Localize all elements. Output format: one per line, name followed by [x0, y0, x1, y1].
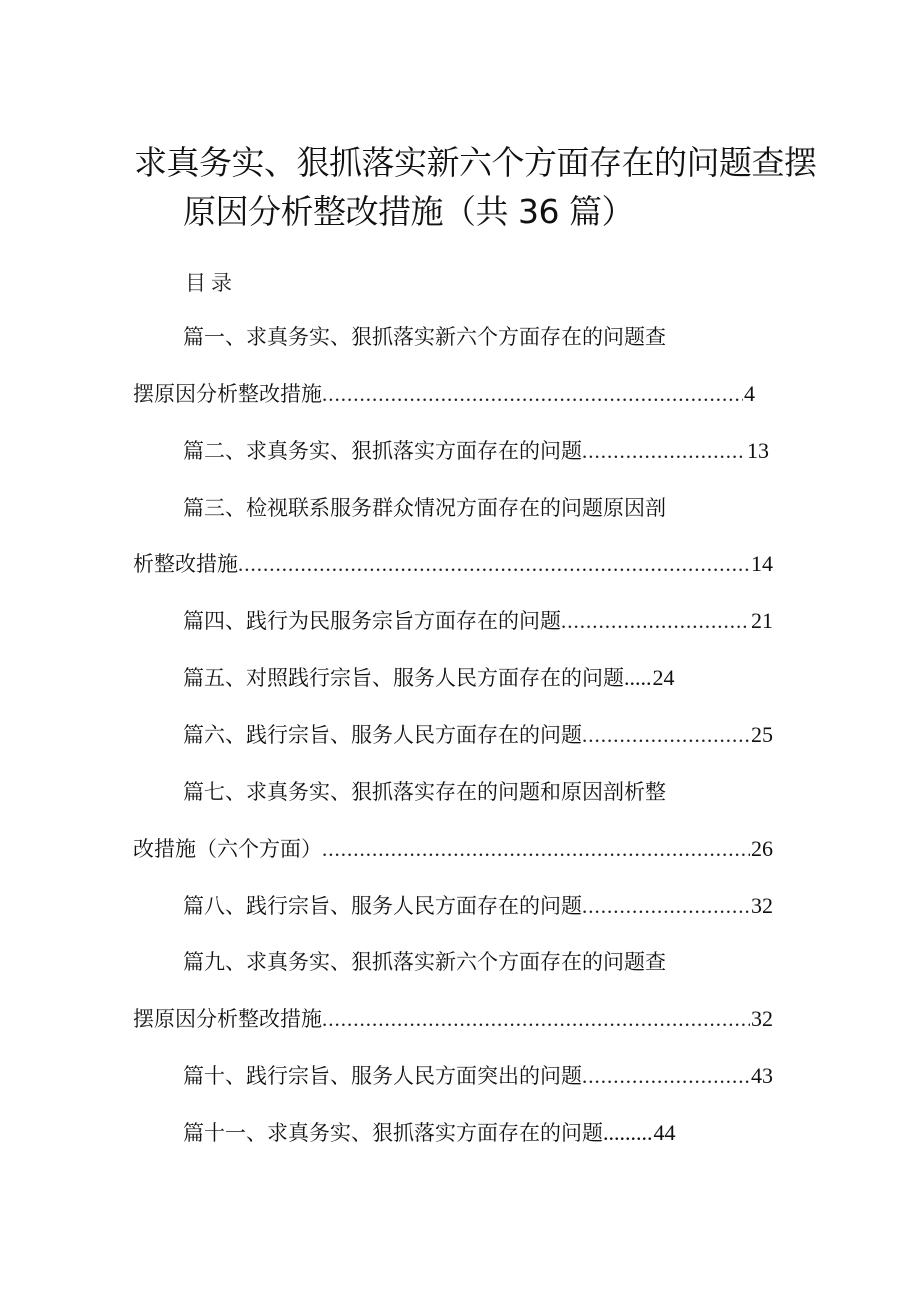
toc-entry-11-page: 44	[653, 1120, 676, 1145]
dot-leader	[582, 891, 750, 921]
toc-entry-1-line2: 摆原因分析整改措施	[133, 382, 322, 406]
toc-entry-3-line2: 析整改措施	[133, 552, 238, 576]
dot-leader	[582, 436, 746, 466]
toc-entry-8[interactable]	[183, 891, 773, 921]
toc-entry-9-page: 32	[751, 1006, 773, 1031]
toc-heading: 目录	[185, 271, 237, 295]
toc-entry-6-text: 篇六、践行宗旨、服务人民方面存在的问题	[183, 723, 582, 747]
toc-entry-3[interactable]	[133, 549, 773, 579]
toc-entry-10[interactable]	[183, 1061, 773, 1091]
toc-entry-5-leader: .....	[624, 665, 652, 690]
toc-entry-6-page: 25	[751, 722, 773, 747]
dot-leader	[322, 379, 743, 409]
toc-entry-3-page: 14	[751, 551, 773, 576]
dot-leader	[322, 834, 750, 864]
document-title-line1: 求真务实、狠抓落实新六个方面存在的问题查摆	[134, 143, 817, 182]
toc-entry-1[interactable]	[133, 379, 755, 409]
toc-entry-2-text: 篇二、求真务实、狠抓落实方面存在的问题	[183, 439, 582, 463]
toc-entry-10-text: 篇十、践行宗旨、服务人民方面突出的问题	[183, 1064, 582, 1088]
toc-entry-7[interactable]	[133, 834, 773, 864]
dot-leader	[322, 1004, 750, 1034]
toc-entry-5-text: 篇五、对照践行宗旨、服务人民方面存在的问题	[183, 666, 624, 690]
toc-entry-2-page: 13	[747, 438, 769, 463]
toc-entry-5[interactable]	[183, 663, 675, 693]
toc-entry-2[interactable]	[183, 436, 769, 466]
toc-entry-11[interactable]	[183, 1118, 676, 1148]
toc-entry-11-text: 篇十一、求真务实、狠抓落实方面存在的问题	[183, 1121, 603, 1145]
toc-entry-1-page: 4	[744, 381, 755, 406]
toc-entry-9-line2: 摆原因分析整改措施	[133, 1007, 322, 1031]
toc-entry-4[interactable]	[183, 606, 773, 636]
document-title-line2: 原因分析整改措施（共 36 篇）	[183, 192, 634, 231]
toc-entry-5-page: 24	[652, 665, 675, 690]
toc-entry-9-line1[interactable]: 篇九、求真务实、狠抓落实新六个方面存在的问题查	[183, 950, 666, 974]
toc-entry-8-page: 32	[751, 893, 773, 918]
dot-leader	[561, 606, 750, 636]
toc-entry-10-page: 43	[751, 1063, 773, 1088]
toc-entry-9[interactable]	[133, 1004, 773, 1034]
toc-entry-11-leader: .........	[603, 1120, 653, 1145]
dot-leader	[582, 720, 750, 750]
toc-entry-7-line2: 改措施（六个方面）	[133, 837, 322, 861]
dot-leader	[582, 1061, 750, 1091]
toc-entry-6[interactable]	[183, 720, 773, 750]
toc-entry-1-line1[interactable]: 篇一、求真务实、狠抓落实新六个方面存在的问题查	[183, 325, 666, 349]
toc-entry-7-line1[interactable]: 篇七、求真务实、狠抓落实存在的问题和原因剖析整	[183, 780, 666, 804]
toc-entry-3-line1[interactable]: 篇三、检视联系服务群众情况方面存在的问题原因剖	[183, 496, 666, 520]
dot-leader	[238, 549, 750, 579]
toc-entry-4-page: 21	[751, 608, 773, 633]
toc-entry-7-page: 26	[751, 836, 773, 861]
toc-entry-8-text: 篇八、践行宗旨、服务人民方面存在的问题	[183, 894, 582, 918]
toc-entry-4-text: 篇四、践行为民服务宗旨方面存在的问题	[183, 609, 561, 633]
